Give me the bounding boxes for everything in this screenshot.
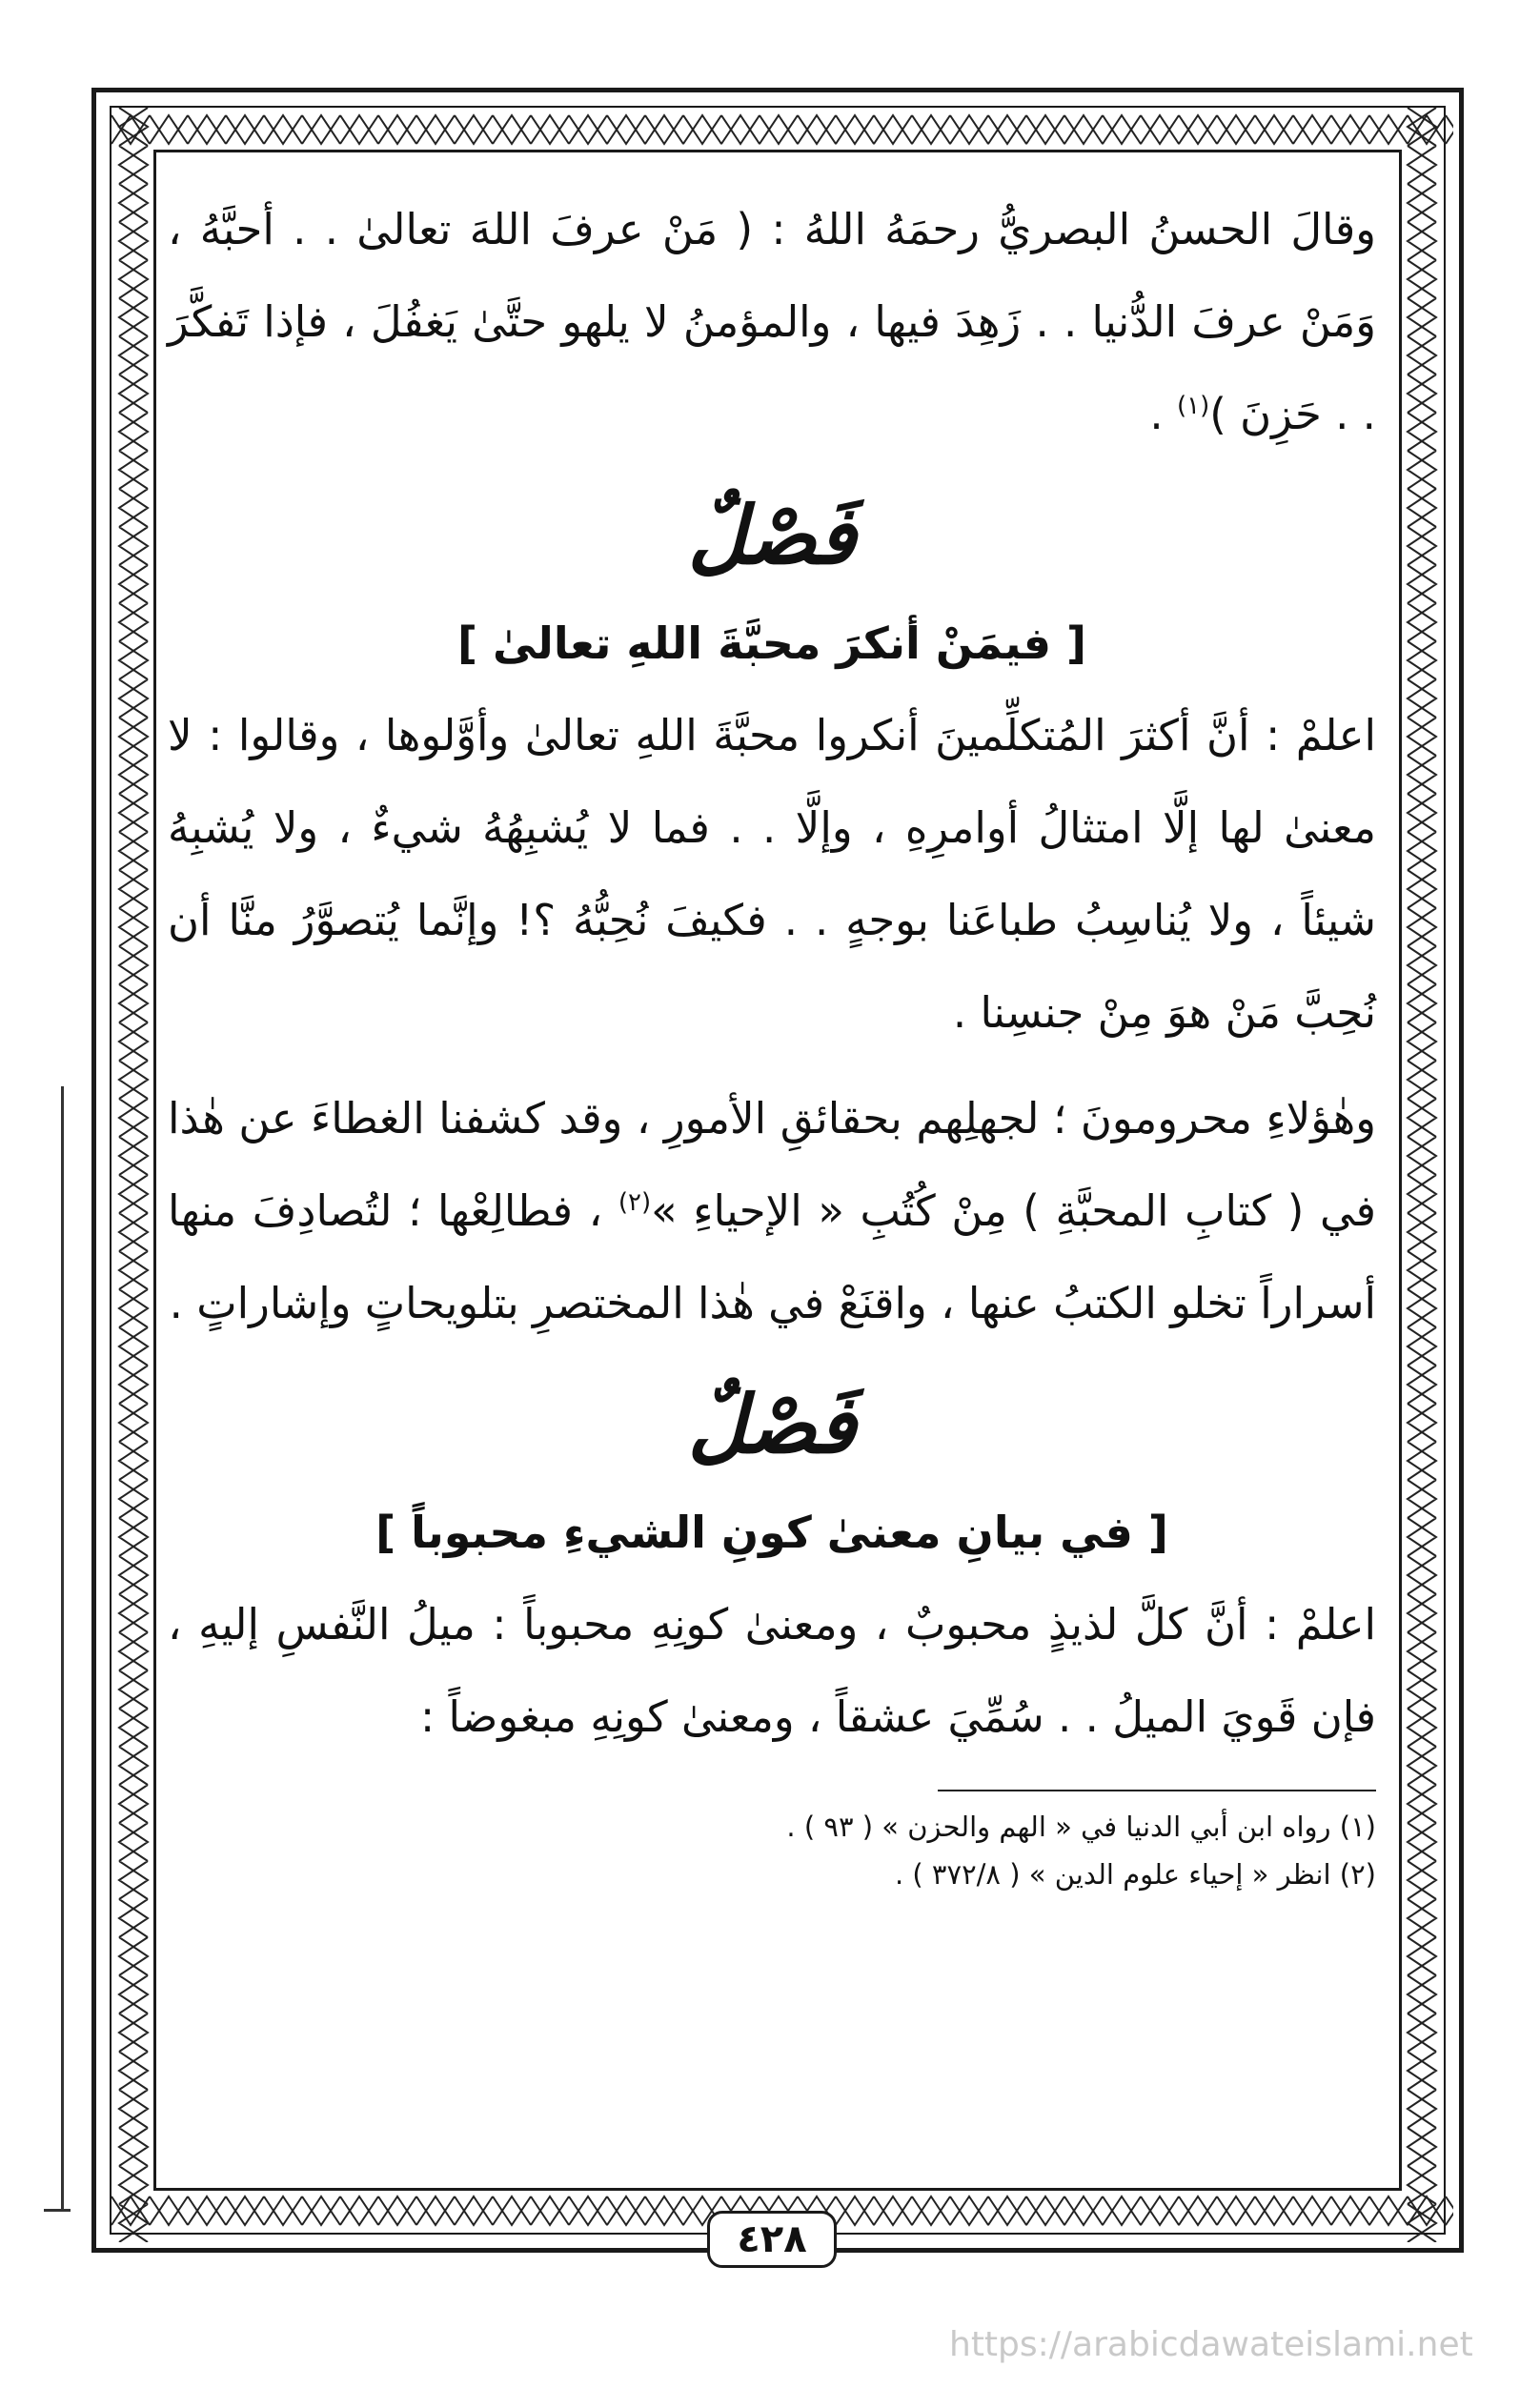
section-1-header	[168, 474, 1376, 689]
watermark-url: https://arabicdawateislami.net	[949, 2325, 1473, 2364]
footnote-2: (٢) انظر « إحياء علوم الدين » ( ٣٧٢/٨ ) .	[894, 1858, 1376, 1891]
border-pattern-left	[111, 108, 155, 2242]
paragraph-section-2: اعلمْ : أنَّ كلَّ لذيذٍ محبوبٌ ، ومعنىٰ كونِهِ محبوباً : ميلُ النَّفسِ إليهِ ، فإن قَويَ الميلُ . . سُمِّيَ عشقاً ، ومعنىٰ كونِهِ مبغوضاً :	[168, 1599, 1376, 1742]
border-pattern-top	[111, 108, 1453, 152]
page-content	[168, 183, 1376, 1898]
page-number: ٤٢٨	[707, 2211, 837, 2268]
margin-line	[61, 1086, 64, 2211]
section-2-heading: [ في بيانِ معنىٰ كونِ الشيءِ محبوباً ]	[375, 1507, 1168, 1558]
footnote-separator	[938, 1790, 1376, 1791]
margin-tick	[44, 2209, 71, 2212]
border-pattern-right	[1400, 108, 1444, 2242]
paragraph-section-1-b: وهٰؤلاءِ محرومونَ ؛ لجهلِهم بحقائقِ الأمورِ ، وقد كشفنا الغطاءَ عن هٰذا في ( كتابِ المحبَّةِ ) مِنْ كُتُبِ « الإحياءِ »$^{(٢)}$ ، فطالِعْها ؛ لتُصادِفَ منها أسراراً تخلو الكتبُ عنها ، واقنَعْ في هٰذا المختصرِ بتلويحاتٍ وإشاراتٍ .	[168, 1093, 1377, 1328]
footnote-ref-1: (١)	[1176, 392, 1210, 420]
fasl-ornament-1: فَصْلٌ	[687, 488, 857, 582]
section-2-header	[168, 1363, 1376, 1578]
section-1-heading: [ فيمَنْ أنكرَ محبَّةَ اللهِ تعالىٰ ]	[456, 617, 1086, 669]
paragraph-section-1-a: اعلمْ : أنَّ أكثرَ المُتكلِّمينَ أنكروا محبَّةَ اللهِ تعالىٰ وأوَّلوها ، وقالوا : لا معنىٰ لها إلَّا امتثالُ أوامرِهِ ، وإلَّا . . فما لا يُشبِهُهُ شيءٌ ، ولا يُشبِهُ شيئاً ، ولا يُناسِبُ طباعَنا بوجهٍ . . فكيفَ نُحِبُّهُ ؟! وإنَّما يُتصوَّرُ منَّا أن نُحِبَّ مَنْ هوَ مِنْ جنسِنا .	[168, 710, 1376, 1038]
paragraph-hasan-basri: وقالَ الحسنُ البصريُّ رحمَهُ اللهُ : ( مَنْ عرفَ اللهَ تعالىٰ . . أحبَّهُ ، وَمَنْ عرفَ الدُّنيا . . زَهِدَ فيها ، والمؤمنُ لا يلهو حتَّىٰ يَغفُلَ ، فإذا تَفكَّرَ . . حَزِنَ )$^{(١)}$ .	[168, 204, 1376, 439]
fasl-ornament-2: فَصْلٌ	[687, 1377, 857, 1471]
footnote-1: (١) رواه ابن أبي الدنيا في « الهم والحزن » ( ٩٣ ) .	[786, 1811, 1376, 1843]
footnote-ref-2: (٢)	[618, 1188, 652, 1217]
